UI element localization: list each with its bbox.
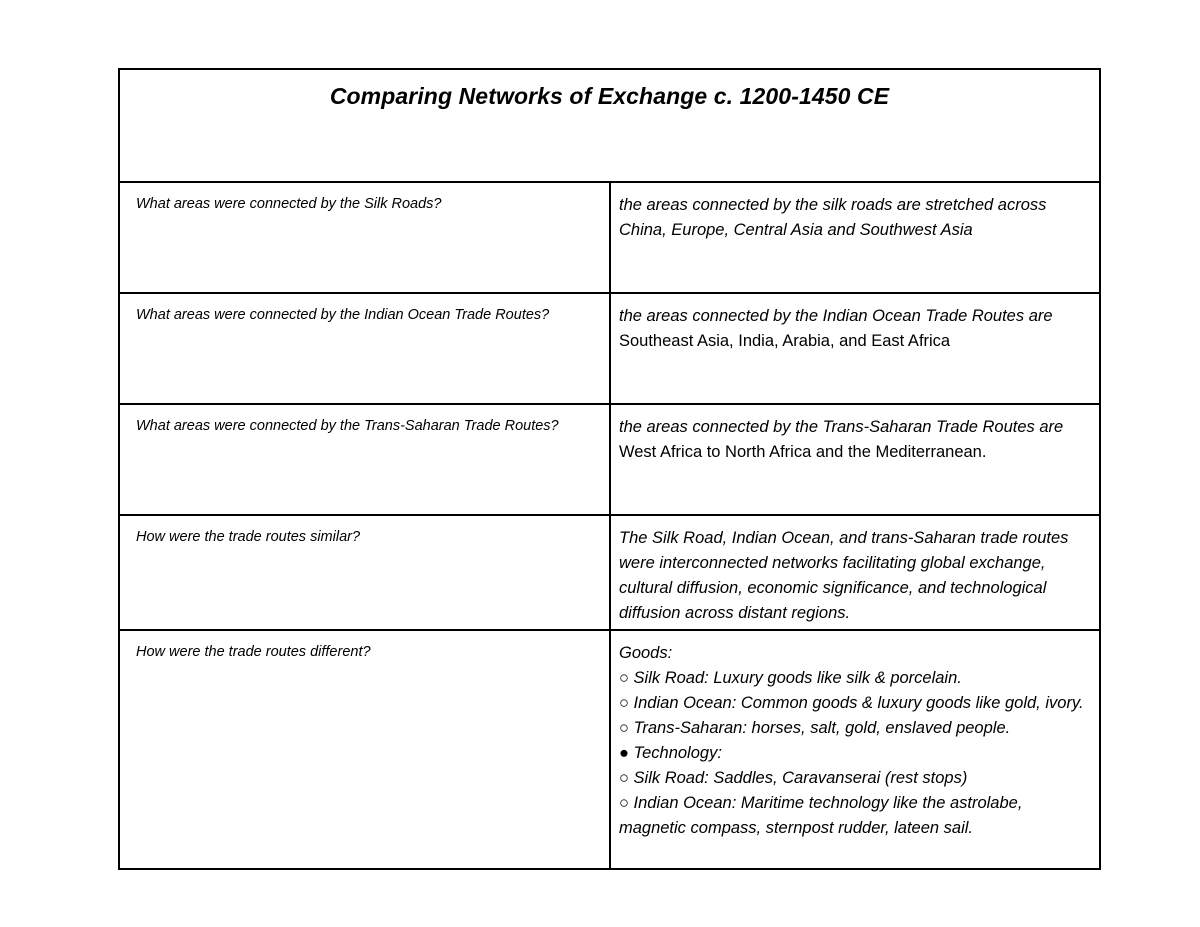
answer-line: ● Technology: bbox=[618, 744, 722, 762]
title-cell bbox=[119, 69, 1100, 182]
question-text: How were the trade routes different? bbox=[136, 644, 371, 660]
page-title: Comparing Networks of Exchange c. 1200-1450 CE bbox=[329, 83, 890, 109]
answer-line: ○ Indian Ocean: Maritime technology like the astrolabe, magnetic compass, sternpost rudder, lateen sail. bbox=[618, 794, 1023, 837]
question-cell bbox=[119, 404, 610, 515]
table-row bbox=[119, 182, 1100, 293]
question-text: What areas were connected by the Trans-Saharan Trade Routes? bbox=[136, 418, 559, 434]
question-text: How were the trade routes similar? bbox=[136, 529, 361, 545]
answer-emphasis: Southeast Asia, India, Arabia, and East Africa bbox=[618, 332, 951, 350]
answer-cell[interactable] bbox=[610, 630, 1100, 869]
worksheet bbox=[118, 68, 1101, 882]
question-cell bbox=[119, 182, 610, 293]
table-row bbox=[119, 293, 1100, 404]
answer-text: the areas connected by the silk roads are stretched across China, Europe, Central Asia and Southwest Asia bbox=[618, 196, 1047, 239]
question-text: What areas were connected by the Indian Ocean Trade Routes? bbox=[136, 307, 550, 323]
comparison-table bbox=[118, 68, 1101, 870]
answer-line: ○ Silk Road: Luxury goods like silk & porcelain. bbox=[618, 669, 962, 687]
table-row bbox=[119, 630, 1100, 869]
question-cell bbox=[119, 630, 610, 869]
answer-text bbox=[611, 405, 1099, 465]
answer-cell[interactable] bbox=[610, 182, 1100, 293]
answer-lead: the areas connected by the Indian Ocean Trade Routes are bbox=[618, 307, 1053, 325]
answer-line: ○ Silk Road: Saddles, Caravanserai (rest stops) bbox=[618, 769, 968, 787]
answer-lead: the areas connected by the Trans-Saharan Trade Routes are bbox=[618, 418, 1064, 436]
answer-line: ○ Indian Ocean: Common goods & luxury goods like gold, ivory. bbox=[618, 694, 1084, 712]
question-cell bbox=[119, 515, 610, 630]
question-text: What areas were connected by the Silk Roads? bbox=[136, 196, 442, 212]
answer-line: ○ Trans-Saharan: horses, salt, gold, enslaved people. bbox=[618, 719, 1011, 737]
answer-line: Goods: bbox=[618, 644, 673, 662]
answer-text bbox=[611, 294, 1099, 354]
answer-list bbox=[611, 631, 1099, 841]
answer-cell[interactable] bbox=[610, 404, 1100, 515]
table-row bbox=[119, 515, 1100, 630]
question-cell bbox=[119, 293, 610, 404]
answer-cell[interactable] bbox=[610, 515, 1100, 630]
answer-emphasis: West Africa to North Africa and the Mediterranean. bbox=[618, 443, 987, 461]
table-row bbox=[119, 404, 1100, 515]
answer-cell[interactable] bbox=[610, 293, 1100, 404]
answer-text: The Silk Road, Indian Ocean, and trans-Saharan trade routes were interconnected networks facilitating global exchange, cultural diffusion, economic significance, and technological diffusion across distant regions. bbox=[618, 529, 1069, 622]
